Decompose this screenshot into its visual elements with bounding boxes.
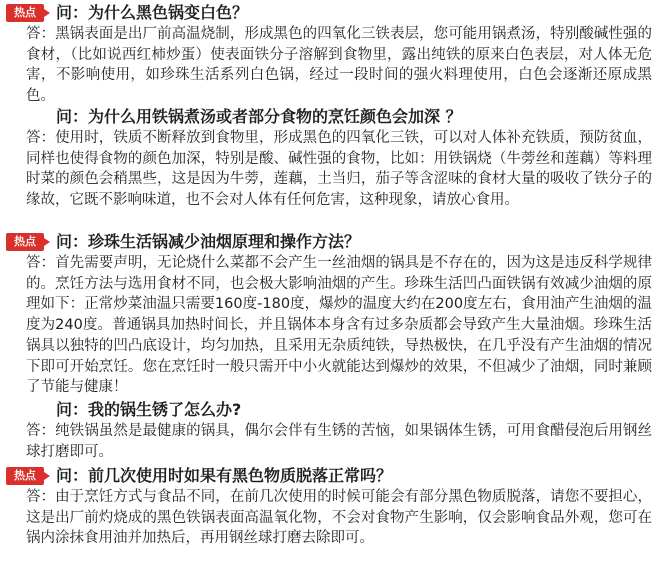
question-text: 问：为什么黑色锅变白色？ <box>56 3 249 22</box>
question-text: 问：前几次使用时如果有黑色物质脱落正常吗？ <box>56 466 393 485</box>
answer-text: 答：使用时，铁质不断释放到食物里，形成黑色的四氧化三铁，可以对人体补充铁质，预防贫血，同样也使得食物的颜色加深，特别是酸、碱性强的食物，比如：用铁锅烧（牛蒡丝和莲藕）等料理时菜的颜色会稍黑些，这是因为牛蒡，莲藕，土当归，茄子等含涩味的食材大量的吸收了铁分子的缘故，它既不影响味道，也不会对人体有任何危害，这种现象，请放心食用。 <box>26 130 652 209</box>
faq-item-2 <box>0 107 660 211</box>
faq-question <box>0 400 660 420</box>
hot-badge: 热点 <box>6 467 44 485</box>
faq-item-1 <box>0 3 660 107</box>
faq-question <box>0 232 660 252</box>
answer-text: 答：纯铁锅虽然是最健康的锅具，偶尔会伴有生锈的苦恼，如果锅体生锈，可用食醋侵泡后用钢丝球打磨即可。 <box>26 423 652 460</box>
question-text: 问：珍珠生活锅减少油烟原理和操作方法？ <box>56 232 361 251</box>
faq-item-3 <box>0 232 660 398</box>
answer-text: 答：黑锅表面是出厂前高温烧制，形成黑色的四氧化三铁表层，您可能用锅煮汤，特别酸碱性强的食材，（比如说西红柿炒蛋）使表面铁分子溶解到食物里，露出纯铁的原来白色表层，对人体无危害，不影响使用，如珍珠生活系列白色锅，经过一段时间的强火料理使用，白色会逐渐还原成黑色。 <box>26 26 652 105</box>
faq-question <box>0 3 660 23</box>
answer-text: 答：由于烹饪方式与食品不同，在前几次使用的时候可能会有部分黑色物质脱落，请您不要担心，这是出厂前灼烧成的黑色铁锅表面高温氧化物，不会对食物产生影响，仅会影响食品外观，您可在锅内涂抹食用油并加热后，再用钢丝球打磨去除即可。 <box>26 489 652 547</box>
hot-badge: 热点 <box>6 233 44 251</box>
faq-item-5 <box>0 466 660 549</box>
answer-text: 答：首先需要声明，无论烧什么菜都不会产生一丝油烟的锅具是不存在的，因为这是违反科学规律的。烹饪方法与选用食材不同，也会极大影响油烟的产生。珍珠生活凹凸面铁锅有效减少油烟的原理如下：正常炒菜油温只需要160度-180度，爆炒的温度大约在200度左右，食用油产生油烟的温度为240度。普通锅具加热时间长，并且锅体本身含有过多杂质都会导致产生大量油烟。珍珠生活锅具以独特的凹凸底设计，均匀加热，且采用无杂质纯铁，导热极快，在几乎没有产生油烟的情况下即可开始烹饪。您在烹饪时一般只需开中小火就能达到爆炒的效果，不但减少了油烟，同时兼顾了节能与健康！ <box>26 255 652 396</box>
question-text: 问：我的锅生锈了怎么办? <box>56 400 242 419</box>
faq-question <box>0 107 660 127</box>
faq-item-4 <box>0 400 660 462</box>
hot-badge: 热点 <box>6 4 44 22</box>
question-text: 问：为什么用铁锅煮汤或者部分食物的烹饪颜色会加深 ？ <box>56 107 462 126</box>
faq-question <box>0 466 660 486</box>
